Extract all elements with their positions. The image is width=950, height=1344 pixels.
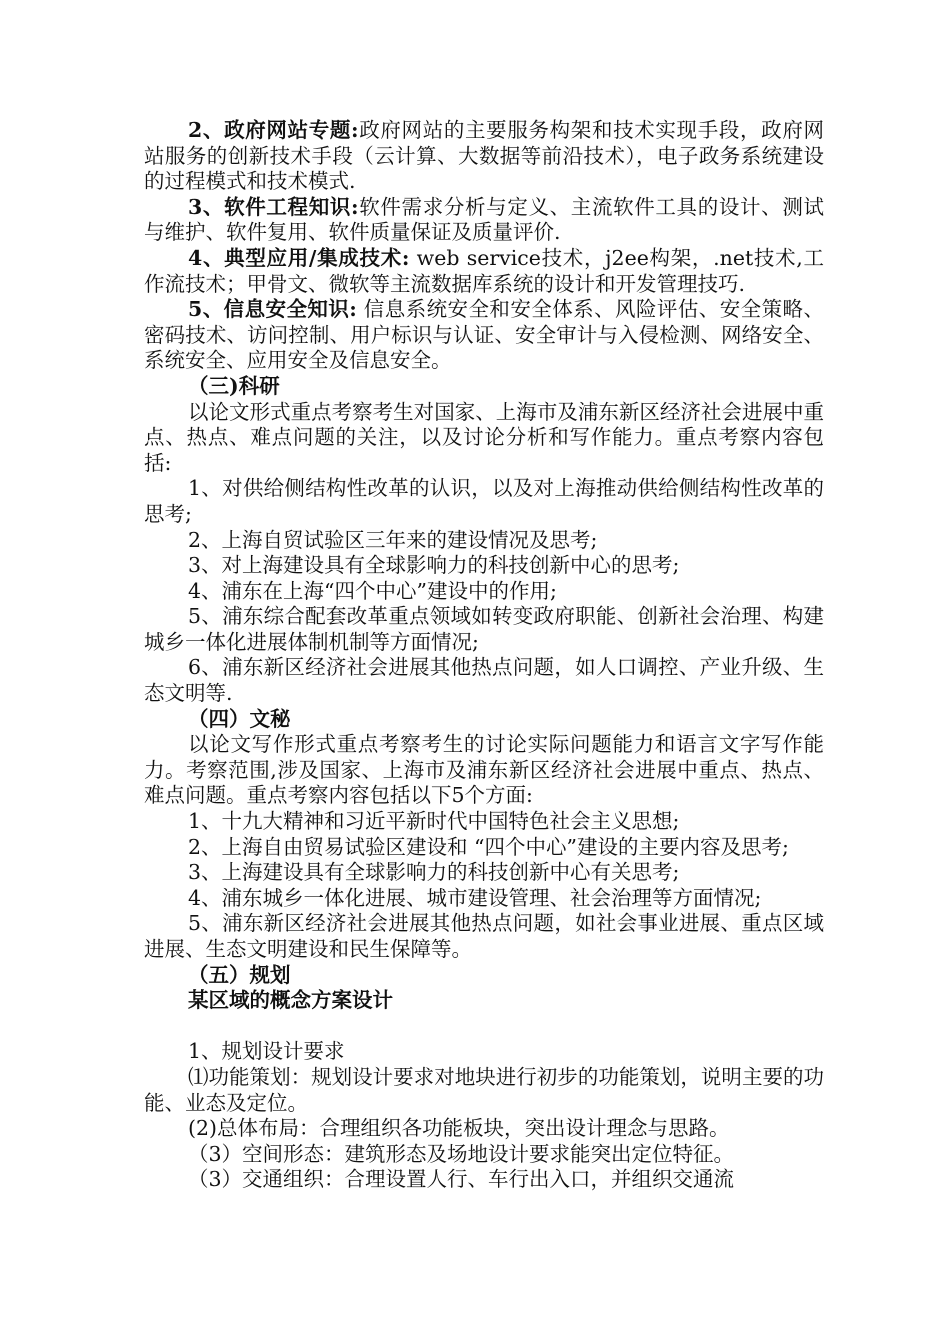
topic-text: 政府网站的主要服务构架和技术实现手段，政府网站服务的创新技术手段（云计算、大数据等前沿技术），电子政务系统建设的过程模式和技术模式. — [144, 118, 824, 194]
topic-text: web service技术，j2ee构架，.net技术,工作流技术；甲骨文、微软等主流数据库系统的设计和开发管理技巧. — [144, 245, 824, 296]
secretary-point: 5、浦东新区经济社会进展其他热点问题，如社会事业进展、重点区域进展、生态文明建设和民生保障等。 — [144, 911, 824, 961]
topic-heading: 4、典型应用/集成技术: — [188, 245, 410, 270]
planning-point: （3）空间形态：建筑形态及场地设计要求能突出定位特征。 — [188, 1141, 735, 1166]
topic-item-information-security — [144, 297, 824, 374]
secretary-point: 1、十九大精神和习近平新时代中国特色社会主义思想; — [188, 809, 680, 834]
topic-item-integration-tech — [144, 246, 824, 297]
research-point: 1、对供给侧结构性改革的认识，以及对上海推动供给侧结构性改革的思考; — [144, 476, 824, 526]
section-heading-planning: （五）规划 — [188, 962, 291, 987]
topic-text: 信息系统安全和安全体系、风险评估、安全策略、密码技术、访问控制、用户标识与认证、安全审计与入侵检测、网络安全、系统安全、应用安全及信息安全。 — [144, 297, 824, 373]
topic-heading: 2、政府网站专题: — [188, 118, 359, 142]
secretary-intro: 以论文写作形式重点考察考生的讨论实际问题能力和语言文字写作能力。考察范围,涉及国家、上海市及浦东新区经济社会进展中重点、热点、难点问题。重点考察内容包括以下5个方面: — [144, 732, 824, 808]
topic-heading: 3、软件工程知识: — [188, 194, 359, 219]
secretary-point: 2、上海自由贸易试验区建设和 “四个中心”建设的主要内容及思考; — [188, 834, 789, 859]
topic-heading: 5、信息安全知识: — [188, 297, 357, 322]
blank-line — [144, 1014, 824, 1040]
secretary-point: 3、上海建设具有全球影响力的科技创新中心有关思考; — [188, 860, 680, 885]
research-point: 3、对上海建设具有全球影响力的科技创新中心的思考; — [188, 553, 680, 578]
topic-text: 软件需求分析与定义、主流软件工具的设计、测试与维护、软件复用、软件质量保证及质量评价. — [144, 194, 824, 245]
secretary-point: 4、浦东城乡一体化进展、城市建设管理、社会治理等方面情况; — [188, 885, 762, 910]
research-point: 6、浦东新区经济社会进展其他热点问题，如人口调控、产业升级、生态文明等. — [144, 655, 824, 706]
research-point: 5、浦东综合配套改革重点领域如转变政府职能、创新社会治理、构建城乡一体化进展体制机制等方面情况; — [144, 604, 824, 654]
research-point: 4、浦东在上海“四个中心”建设中的作用; — [188, 578, 557, 603]
planning-point: ⑴功能策划：规划设计要求对地块进行初步的功能策划，说明主要的功能、业态及定位。 — [144, 1064, 824, 1115]
topic-item-government-websites — [144, 118, 824, 195]
document-page — [144, 118, 824, 1193]
research-point: 2、上海自贸试验区三年来的建设情况及思考; — [188, 527, 598, 552]
planning-point: （3）交通组织：合理设置人行、车行出入口，并组织交通流 — [188, 1167, 735, 1192]
planning-subheading: 某区域的概念方案设计 — [188, 988, 393, 1013]
research-intro: 以论文形式重点考察考生对国家、上海市及浦东新区经济社会进展中重点、热点、难点问题的关注，以及讨论分析和写作能力。重点考察内容包括: — [144, 399, 824, 475]
planning-requirements-title: 1、规划设计要求 — [188, 1039, 345, 1064]
section-heading-research: （三)科研 — [188, 373, 280, 398]
planning-point: (2)总体布局：合理组织各功能板块，突出设计理念与思路。 — [188, 1116, 730, 1141]
topic-item-software-engineering — [144, 195, 824, 246]
section-heading-secretary: （四）文秘 — [188, 706, 291, 731]
